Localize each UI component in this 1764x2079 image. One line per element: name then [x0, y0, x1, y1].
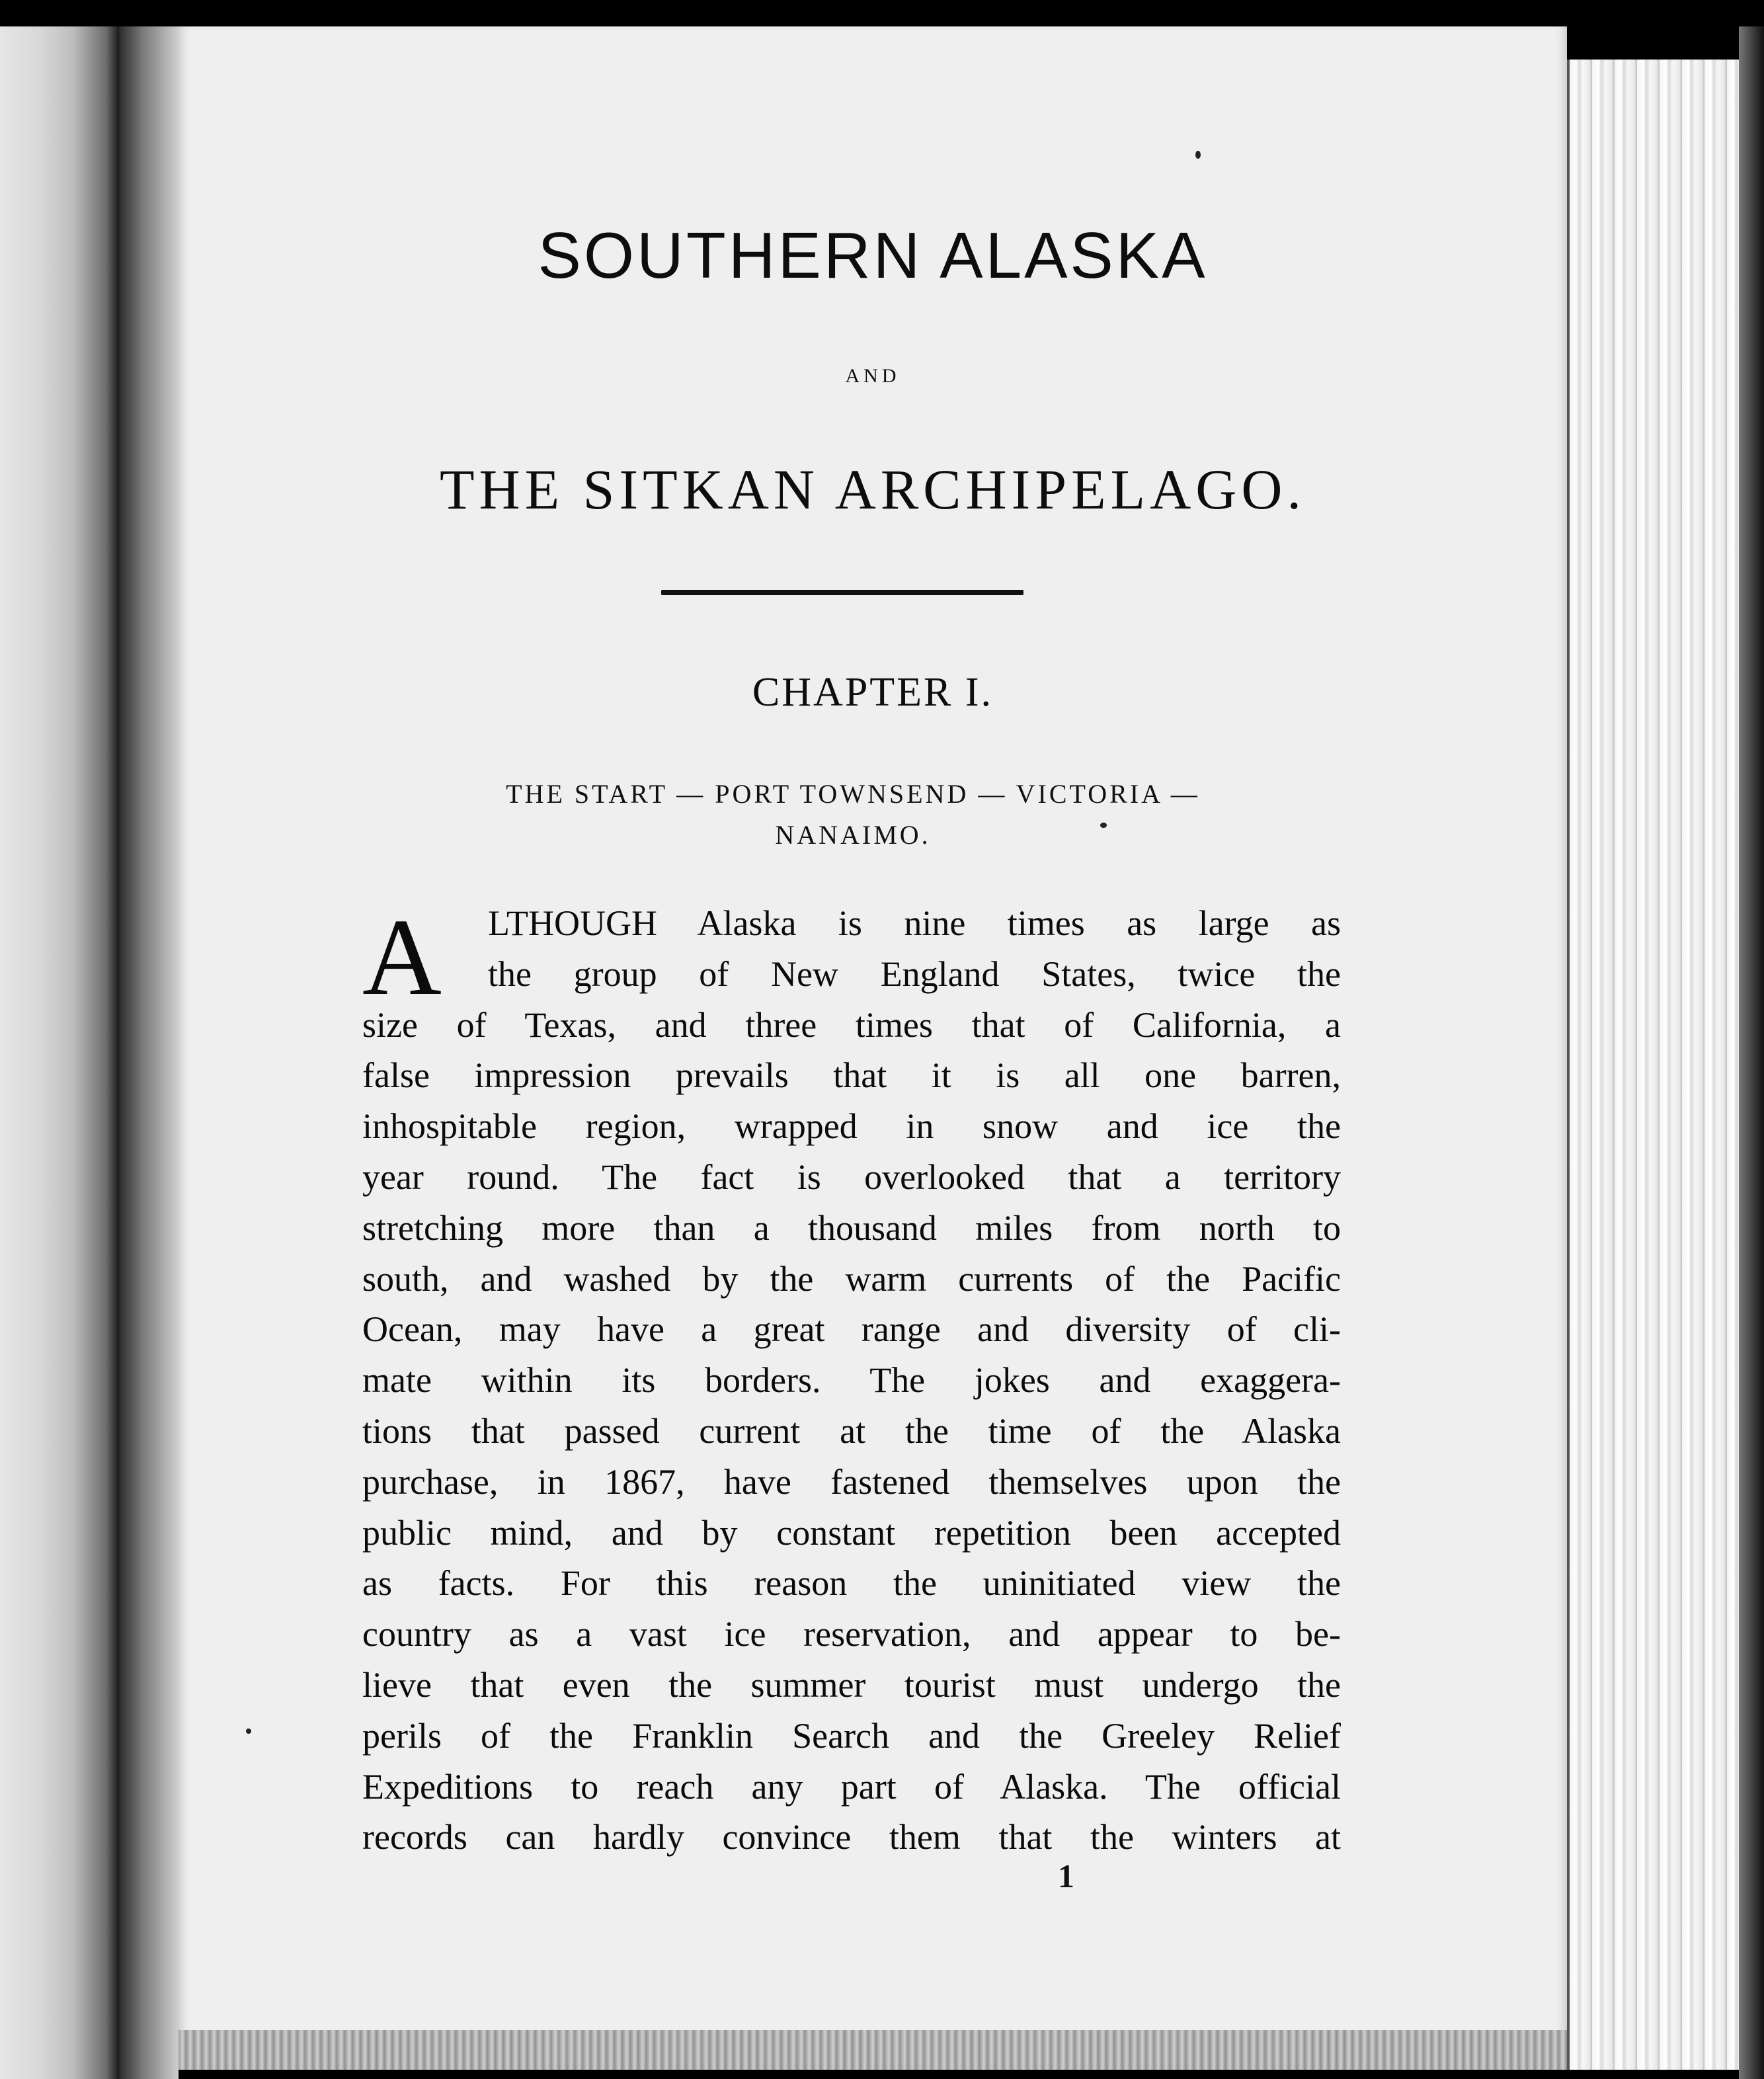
- scan-border-right: [1739, 26, 1764, 2079]
- text-line-12: purchase, in 1867, have fastened themselves upon the: [362, 1461, 1341, 1502]
- chapter-summary-line-2: NANAIMO.: [775, 820, 931, 850]
- drop-cap-letter: A: [362, 896, 442, 1018]
- text-line-7: stretching more than a thousand miles from north to: [362, 1207, 1341, 1248]
- text-line-4: false impression prevails that it is all one barren,: [362, 1055, 1341, 1096]
- scan-speck: [1195, 151, 1201, 159]
- text-line-10: mate within its borders. The jokes and exaggera-: [362, 1360, 1341, 1401]
- text-line-17: perils of the Franklin Search and the Greeley Relief: [362, 1715, 1341, 1756]
- chapter-summary: [397, 774, 1309, 856]
- chapter-summary-line-1: THE START — PORT TOWNSEND — VICTORIA —: [506, 779, 1200, 809]
- text-line-18: Expeditions to reach any part of Alaska. The official: [362, 1766, 1341, 1807]
- text-line-1: LTHOUGH Alaska is nine times as large as: [488, 903, 1341, 943]
- book-subtitle: THE SITKAN ARCHIPELAGO.: [439, 458, 1306, 521]
- text-line-3: size of Texas, and three times that of California, a: [362, 1004, 1341, 1045]
- text-line-6: year round. The fact is overlooked that a territory: [362, 1157, 1341, 1197]
- text-line-16: lieve that even the summer tourist must undergo the: [362, 1664, 1341, 1705]
- page-number: 1: [1058, 1857, 1074, 1895]
- text-line-15: country as a vast ice reservation, and appear to be-: [362, 1614, 1341, 1654]
- chapter-heading: CHAPTER I.: [752, 670, 994, 715]
- text-line-11: tions that passed current at the time of the Alaska: [362, 1410, 1341, 1451]
- text-line-14: as facts. For this reason the uninitiated view the: [362, 1563, 1341, 1604]
- book-title: SOUTHERN ALASKA: [538, 219, 1208, 292]
- scan-speck: [1100, 823, 1107, 828]
- text-line-19: records can hardly convince them that the winters at: [362, 1817, 1341, 1857]
- text-line-13: public mind, and by constant repetition been accepted: [362, 1512, 1341, 1553]
- scan-speck: [246, 1729, 251, 1734]
- text-line-8: south, and washed by the warm currents of the Pacific: [362, 1258, 1341, 1299]
- text-line-5: inhospitable region, wrapped in snow and ice the: [362, 1106, 1341, 1147]
- title-conjunction: AND: [845, 365, 901, 387]
- page-bottom-edge: [179, 2030, 1574, 2070]
- title-divider-rule: [661, 590, 1023, 595]
- body-paragraph: [362, 898, 1341, 1863]
- text-line-9: Ocean, may have a great range and diversity of cli-: [362, 1309, 1341, 1350]
- book-gutter: [119, 26, 179, 2079]
- text-line-2: the group of New England States, twice the: [488, 954, 1341, 994]
- left-page-edge: [0, 26, 119, 2079]
- right-page-stack: [1567, 60, 1742, 2070]
- scan-border-top: [0, 0, 1764, 26]
